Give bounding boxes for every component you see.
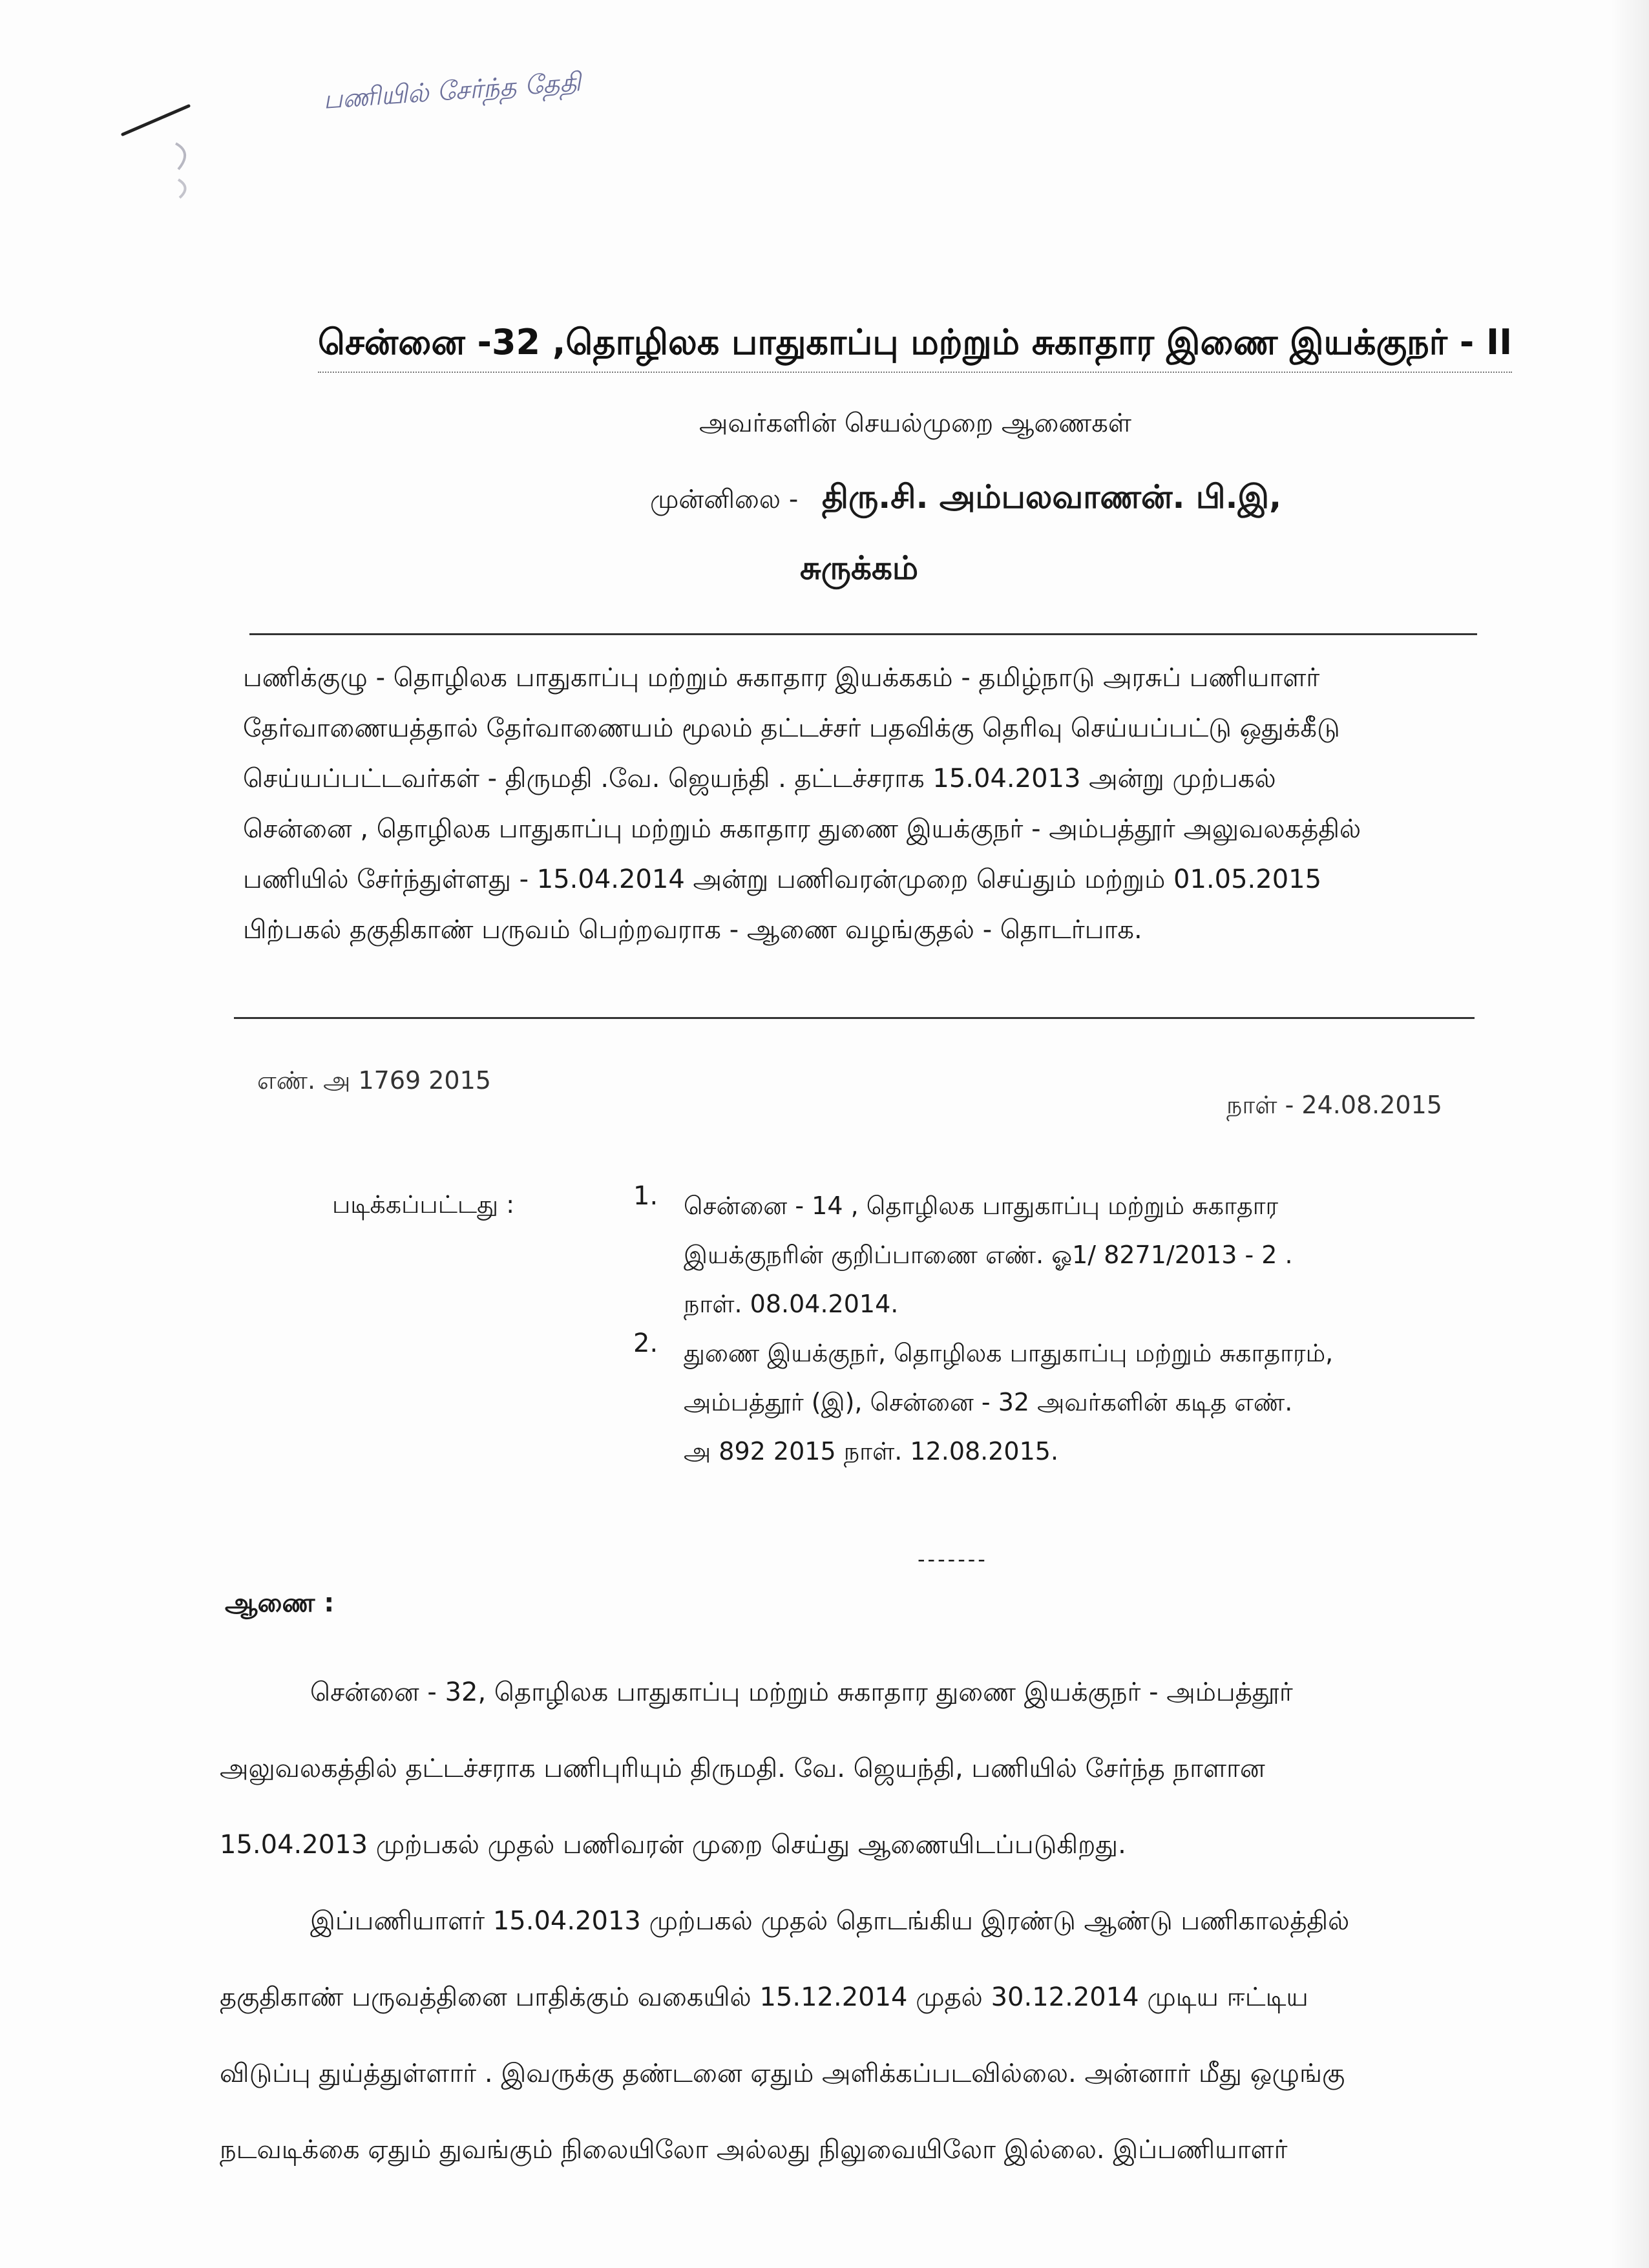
- list-item: [633, 1328, 1473, 1476]
- reference-number-2: 2.: [633, 1328, 658, 1358]
- handwritten-note: பணியில் சேர்ந்த தேதி: [322, 67, 582, 115]
- summary-block: [243, 653, 1471, 955]
- reference-line: இயக்குநரின் குறிப்பாணை எண். ஓ1/ 8271/2013 - 2 .: [684, 1241, 1293, 1269]
- summary-line: பணியில் சேர்ந்துள்ளது - 15.04.2014 அன்று பணிவரன்முறை செய்தும் மற்றும் 01.05.2015: [243, 865, 1322, 894]
- order-line: சென்னை - 32, தொழிலக பாதுகாப்பு மற்றும் சுகாதார துணை இயக்குநர் - அம்பத்தூர்: [310, 1677, 1293, 1707]
- reference-line: நாள். 08.04.2014.: [684, 1290, 899, 1318]
- read-label: படிக்கப்பட்டது :: [332, 1190, 515, 1219]
- document-date: நாள் - 24.08.2015: [1226, 1091, 1442, 1119]
- order-body: [220, 1654, 1486, 2188]
- summary-line: தேர்வாணையத்தால் தேர்வாணையம் மூலம் தட்டச்சர் பதவிக்கு தெரிவு செய்யப்பட்டு ஒதுக்கீடு: [243, 713, 1340, 743]
- document-subtitle: அவர்களின் செயல்முறை ஆணைகள்: [699, 408, 1131, 438]
- summary-line: பணிக்குழு - தொழிலக பாதுகாப்பு மற்றும் சுகாதார இயக்ககம் - தமிழ்நாடு அரசுப் பணியாளர்: [243, 663, 1320, 693]
- document-title: சென்னை -32 ,தொழிலக பாதுகாப்பு மற்றும் சுகாதார இணை இயக்குநர் - II: [318, 322, 1512, 373]
- reference-number-1: 1.: [633, 1181, 658, 1211]
- order-line: 15.04.2013 முற்பகல் முதல் பணிவரன் முறை செய்து ஆணையிடப்படுகிறது.: [220, 1830, 1126, 1860]
- pen-mark-icon: [116, 97, 207, 200]
- order-line: அலுவலகத்தில் தட்டச்சராக பணிபுரியும் திருமதி. வே. ஜெயந்தி, பணியில் சேர்ந்த நாளான: [220, 1754, 1265, 1783]
- summary-line: செய்யப்பட்டவர்கள் - திருமதி .வே. ஜெயந்தி . தட்டச்சராக 15.04.2013 அன்று முற்பகல்: [243, 764, 1276, 793]
- reference-line: துணை இயக்குநர், தொழிலக பாதுகாப்பு மற்றும் சுகாதாரம்,: [684, 1339, 1334, 1367]
- page-edge-shadow: [1610, 0, 1649, 2268]
- summary-heading: சுருக்கம்: [800, 549, 919, 587]
- reference-number: எண். அ 1769 2015: [257, 1066, 491, 1095]
- list-item: [633, 1181, 1473, 1328]
- reference-list: [633, 1181, 1473, 1476]
- order-label: ஆணை :: [225, 1588, 335, 1618]
- summary-top-rule: [249, 633, 1477, 635]
- summary-line: பிற்பகல் தகுதிகாண் பருவம் பெற்றவராக - ஆணை வழங்குதல் - தொடர்பாக.: [243, 915, 1142, 945]
- order-line: நடவடிக்கை ஏதும் துவங்கும் நிலையிலோ அல்லது நிலுவையிலோ இல்லை. இப்பணியாளர்: [220, 2135, 1288, 2165]
- order-line: விடுப்பு துய்த்துள்ளார் . இவருக்கு தண்டனை ஏதும் அளிக்கப்படவில்லை. அன்னார் மீது ஒழுங்கு: [220, 2059, 1345, 2088]
- presence-line: [650, 478, 1281, 520]
- presence-name: திரு.சி. அம்பலவாணன். பி.இ,: [821, 478, 1282, 516]
- reference-line: அ 892 2015 நாள். 12.08.2015.: [684, 1437, 1059, 1465]
- summary-bottom-rule: [234, 1017, 1475, 1019]
- reference-line: அம்பத்தூர் (இ), சென்னை - 32 அவர்களின் கடித எண்.: [684, 1388, 1293, 1416]
- section-separator: -------: [918, 1547, 988, 1571]
- presence-label: முன்னிலை -: [650, 485, 799, 514]
- order-line: தகுதிகாண் பருவத்தினை பாதிக்கும் வகையில் 15.12.2014 முதல் 30.12.2014 முடிய ஈட்டிய: [220, 1982, 1308, 2012]
- reference-line: சென்னை - 14 , தொழிலக பாதுகாப்பு மற்றும் சுகாதார: [684, 1192, 1279, 1220]
- order-line: இப்பணியாளர் 15.04.2013 முற்பகல் முதல் தொடங்கிய இரண்டு ஆண்டு பணிகாலத்தில்: [310, 1906, 1350, 1936]
- summary-line: சென்னை , தொழிலக பாதுகாப்பு மற்றும் சுகாதார துணை இயக்குநர் - அம்பத்தூர் அலுவலகத்தில்: [243, 814, 1361, 844]
